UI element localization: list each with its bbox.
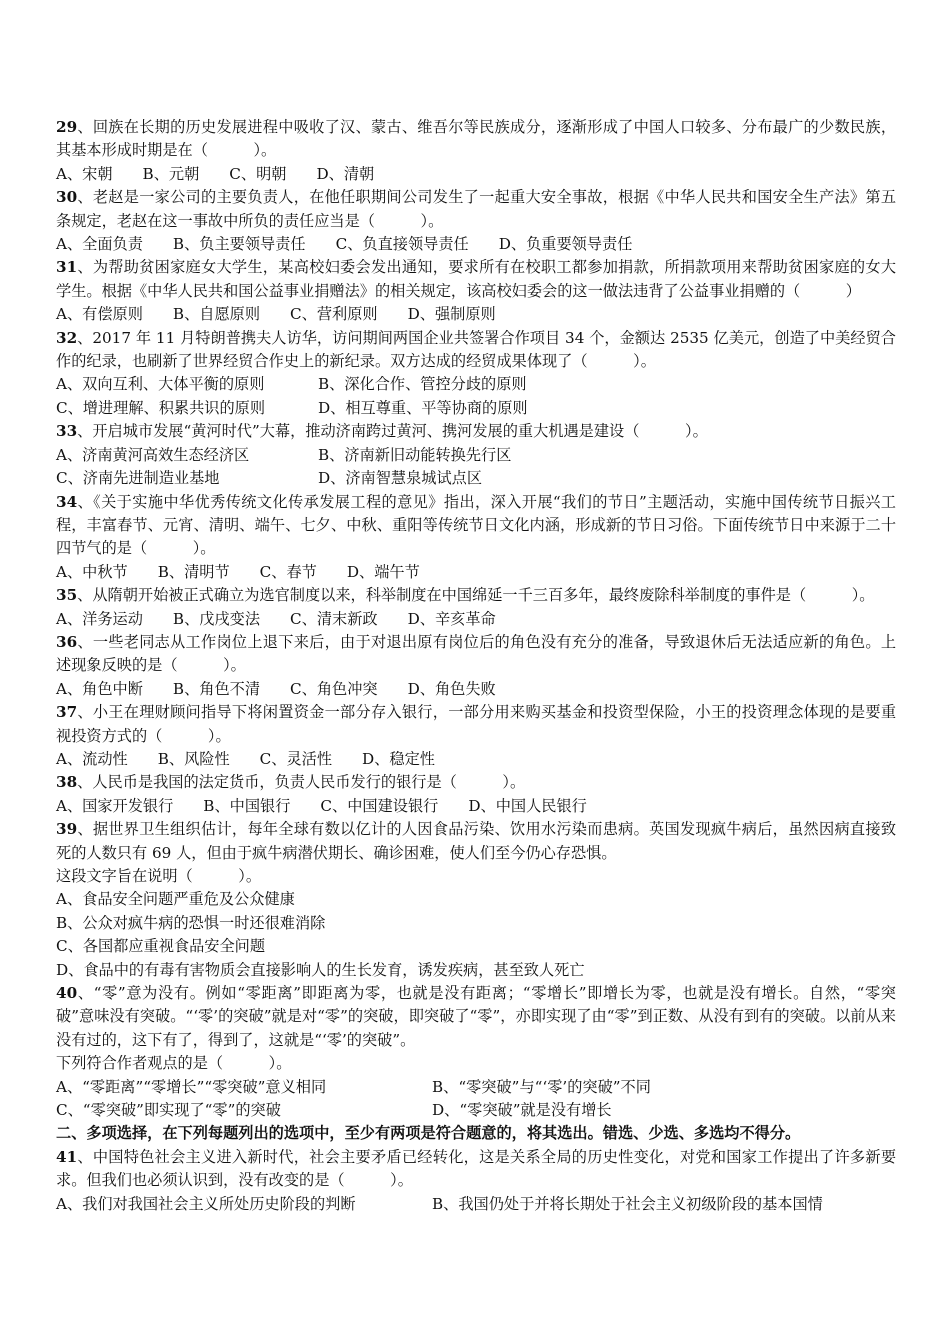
answer-option[interactable]: A、角色中断 [56,679,143,698]
question-31 [56,256,896,326]
question-prompt: 这段文字旨在说明（ ）。 [56,867,262,885]
answer-option[interactable]: C、角色冲突 [290,679,378,698]
question-stem [56,420,896,443]
options-row [56,397,896,420]
question-30 [56,186,896,256]
question-number: 30 [56,188,78,207]
answer-option[interactable]: B、风险性 [157,749,230,768]
answer-option[interactable]: A、“零距离”“零增长”“零突破”意义相同 [56,1077,327,1096]
answer-option[interactable]: C、负直接领导责任 [335,235,469,254]
question-37 [56,701,896,771]
options-row [56,561,896,584]
question-number: 37 [56,703,78,722]
question-text: 、人民币是我国的法定货币，负责人民币发行的银行是（ ）。 [77,773,526,792]
answer-option[interactable]: C、济南先进制造业基地 [56,469,220,488]
answer-option[interactable]: A、洋务运动 [56,609,143,628]
answer-option[interactable]: D、食品中的有毒有害物质会直接影响人的生长发育，诱发疾病，甚至致人死亡 [56,960,585,979]
question-text: 、老赵是一家公司的主要负责人，在他任职期间公司发生了一起重大安全事故，根据《中华人民共和国安全生产法》第五条规定，老赵在这一事故中所负的责任应当是（ ）。 [56,188,896,230]
question-41 [56,1146,896,1216]
question-prompt: 下列符合作者观点的是（ ）。 [56,1054,292,1073]
options-row [56,444,896,467]
options-row [56,1193,896,1216]
answer-option[interactable]: B、济南新旧动能转换先行区 [318,445,512,464]
options-row [56,467,896,490]
answer-option[interactable]: B、深化合作、管控分歧的原则 [318,375,527,394]
question-text: 、一些老同志从工作岗位上退下来后，由于对退出原有岗位后的角色没有充分的准备，导致退休后无法适应新的角色。上述现象反映的是（ ）。 [56,632,896,675]
question-number: 38 [56,773,78,792]
answer-option[interactable]: A、食品安全问题严重危及公众健康 [56,890,295,909]
answer-option[interactable]: C、增进理解、积累共识的原则 [56,398,266,417]
options-row [56,795,896,818]
answer-option[interactable]: C、营利原则 [290,305,378,324]
section-heading: 二、多项选择，在下列每题列出的选项中，至少有两项是符合题意的，将其选出。错选、少选、多选均不得分。 [56,1124,801,1143]
answer-option[interactable]: A、有偿原则 [56,305,143,324]
question-text: 、“零”意为没有。例如“零距离”即距离为零，也就是没有距离；“零增长”即增长为零，也就是没有增长。自然，“零突破”意味没有突破。“‘零’的突破”就是对“零”的突破，即突破了“零”，亦即实现了由“零”到正数、从没有到有的突破。以前从来没有过的，这下有了，得到了，这就是“‘零’的突破”。 [56,984,896,1049]
options-row [56,1076,896,1099]
answer-option[interactable]: D、中国人民银行 [468,796,587,815]
answer-option[interactable]: A、中秋节 [56,562,128,581]
answer-option[interactable]: B、角色不清 [172,679,261,698]
answer-option[interactable]: A、济南黄河高效生态经济区 [56,445,250,464]
answer-option[interactable]: B、公众对疯牛病的恐惧一时还很难消除 [56,913,326,932]
answer-option[interactable]: C、中国建设银行 [320,796,439,815]
answer-option[interactable]: D、端午节 [346,562,420,581]
question-number: 29 [56,118,78,136]
question-stem [56,1146,896,1193]
question-33 [56,420,896,490]
answer-option[interactable]: B、“零突破”与“‘零’的突破”不同 [432,1077,651,1096]
question-number: 34 [56,492,78,511]
answer-option[interactable]: A、双向互利、大体平衡的原则 [56,375,265,394]
answer-option[interactable]: A、全面负责 [56,235,143,254]
question-text: 、据世界卫生组织估计，每年全球有数以亿计的人因食品污染、饮用水污染而患病。英国发现疯牛病后，虽然因病直接致死的人数只有 69 人，但由于疯牛病潜伏期长、确诊困难，使人们至今仍心存恐惧。 [56,820,896,862]
answer-option[interactable]: D、辛亥革命 [407,609,496,628]
question-number: 41 [56,1147,78,1166]
answer-option[interactable]: B、清明节 [157,562,230,581]
question-stem [56,186,896,233]
question-stem [56,701,896,748]
question-number: 31 [56,258,78,277]
options-row [56,373,896,396]
question-32 [56,327,896,421]
answer-option[interactable]: A、我们对我国社会主义所处历史阶段的判断 [56,1194,356,1213]
question-text: 、为帮助贫困家庭女大学生，某高校妇委会发出通知，要求所有在校职工都参加捐款，所捐款项用来帮助贫困家庭的女大学生。根据《中华人民共和国公益事业捐赠法》的相关规定，该高校妇委会的这一做法违背了公益事业捐赠的（ ） [56,258,896,300]
answer-option[interactable]: D、清朝 [316,164,375,183]
question-text: 、小王在理财顾问指导下将闲置资金一部分存入银行，一部分用来购买基金和投资型保险，小王的投资理念体现的是要重视投资方式的（ ）。 [56,703,896,745]
question-stem [56,256,896,303]
question-text: 、开启城市发展“黄河时代”大幕，推动济南跨过黄河、携河发展的重大机遇是建设（ ）。 [77,422,708,441]
question-39 [56,818,896,982]
options-row [56,233,896,256]
answer-option[interactable]: D、角色失败 [407,679,496,698]
question-36 [56,631,896,701]
question-34 [56,491,896,585]
question-text: 、回族在长期的历史发展进程中吸收了汉、蒙古、维吾尔等民族成分，逐渐形成了中国人口较多、分布最广的少数民族，其基本形成时期是在（ ）。 [56,118,896,160]
question-stem [56,982,896,1052]
question-text: 、《关于实施中华优秀传统文化传承发展工程的意见》指出，深入开展“我们的节日”主题活动，实施中国传统节日振兴工程，丰富春节、元宵、清明、端午、七夕、中秋、重阳等传统节日文化内涵，形成新的节日习俗。下面传统节日中来源于二十四节气的是（ ）。 [56,492,896,558]
answer-option[interactable]: B、戊戌变法 [172,609,261,628]
options-row [56,303,896,326]
question-stem [56,491,896,561]
question-number: 39 [56,820,78,839]
question-stem [56,327,896,374]
options-row [56,748,896,771]
exam-page [56,116,896,1216]
answer-option[interactable]: B、中国银行 [203,796,291,815]
answer-option[interactable]: C、“零突破”即实现了“零”的突破 [56,1101,281,1120]
options-row [56,678,896,701]
answer-option[interactable]: D、相互尊重、平等协商的原则 [318,398,528,417]
answer-option[interactable]: B、元朝 [142,164,200,183]
question-number: 35 [56,586,78,605]
question-38 [56,771,896,818]
question-stem [56,584,896,607]
question-text: 、中国特色社会主义进入新时代，社会主要矛盾已经转化，这是关系全局的历史性变化，对党和国家工作提出了许多新要求。但我们也必须认识到，没有改变的是（ ）。 [56,1147,896,1190]
answer-option[interactable]: D、负重要领导责任 [498,235,633,254]
answer-option[interactable]: B、我国仍处于并将长期处于社会主义初级阶段的基本国情 [432,1194,823,1213]
question-stem [56,631,896,678]
answer-option[interactable]: A、宋朝 [56,164,113,183]
answer-option[interactable]: A、国家开发银行 [56,796,174,815]
question-number: 36 [56,632,78,651]
answer-option[interactable]: C、灵活性 [259,749,333,768]
answer-option[interactable]: B、自愿原则 [172,305,261,324]
answer-option[interactable]: D、济南智慧泉城试点区 [318,469,483,488]
question-text: 、从隋朝开始被正式确立为选官制度以来，科举制度在中国绵延一千三百多年，最终废除科举制度的事件是（ ）。 [77,586,875,605]
question-number: 33 [56,422,78,441]
answer-option[interactable]: C、各国都应重视食品安全问题 [56,937,266,956]
question-text: 、2017 年 11 月特朗普携夫人访华，访问期间两国企业共签署合作项目 34 个，金额达 2535 亿美元，创造了中美经贸合作的纪录，也刷新了世界经贸合作史上的新纪录。双方达成的经贸成果体现了（ ）。 [56,328,896,371]
answer-option[interactable]: C、春节 [259,562,317,581]
answer-option[interactable]: B、负主要领导责任 [172,235,306,254]
answer-option[interactable]: A、流动性 [56,749,128,768]
question-stem [56,116,896,163]
question-29 [56,116,896,186]
question-35 [56,584,896,631]
question-stem [56,818,896,865]
answer-option[interactable]: C、清末新政 [290,609,378,628]
options-row [56,1099,896,1122]
answer-option[interactable]: C、明朝 [229,164,287,183]
answer-option[interactable]: D、“零突破”就是没有增长 [432,1101,612,1120]
question-number: 40 [56,984,78,1003]
question-40 [56,982,896,1122]
answer-option[interactable]: D、稳定性 [362,749,435,768]
options-row [56,163,896,186]
answer-option[interactable]: D、强制原则 [407,305,496,324]
question-stem [56,771,896,794]
question-number: 32 [56,328,78,347]
options-row [56,608,896,631]
